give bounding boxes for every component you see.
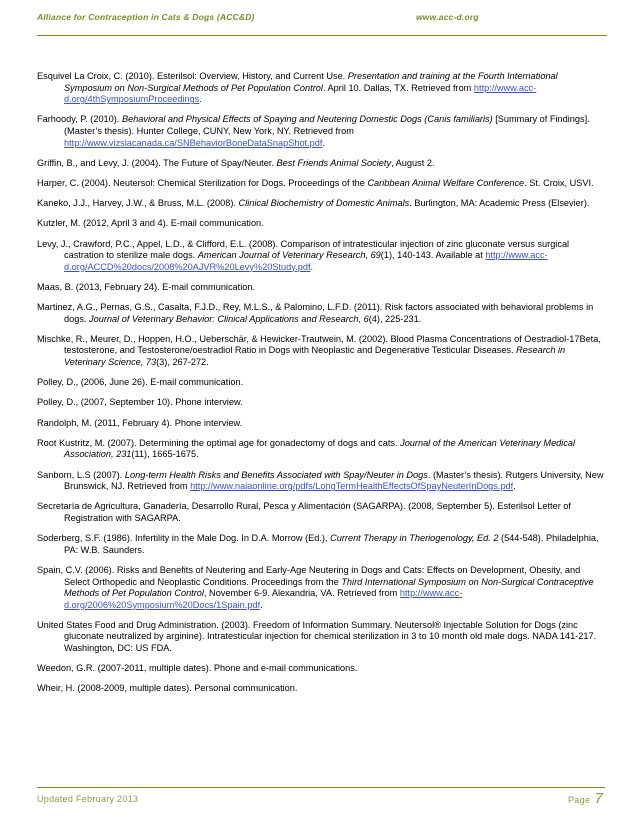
reference-text: Martinez, A.G., Pernas, G.S., Casalta, F.J.D., Rey, M.L.S., & Palomino, L.F.D. (2011). Risk factors associated with behavioral problems in dogs.	[37, 302, 594, 324]
reference-link[interactable]: http://www.acc-d.org/2006%20Symposium%20Docs/1Spain.pdf	[64, 588, 463, 610]
reference-entry	[37, 470, 605, 493]
reference-text: Griffin, B., and Levy, J. (2004). The Future of Spay/Neuter.	[37, 157, 277, 168]
reference-entry	[37, 377, 605, 389]
reference-text-continued: (1), 140-143. Available at	[380, 250, 486, 261]
reference-text: Sanborn, L.S (2007).	[37, 469, 125, 480]
reference-text-continued: . April 10. Dallas, TX. Retrieved from	[322, 82, 474, 93]
page-label: Page	[567, 795, 591, 805]
reference-text: Mischke, R., Meurer, D., Hoppen, H.O., Ueberschär, & Hewicker-Trautwein, M. (2002). Blood Plasma Concentrations of Oestradiol-17Beta, testosterone, and Testosterone/oestradiol Ratio in Dogs with Neoplastic and Degenerative Testicular Diseases.	[37, 333, 601, 356]
header-org-name: Alliance for Contraception in Cats & Dogs (ACC&D)	[37, 12, 255, 22]
reference-text: Kutzler, M. (2012, April 3 and 4). E-mail communication.	[37, 218, 264, 229]
footer-updated-date: Updated February 2013	[37, 794, 139, 804]
reference-entry	[37, 158, 605, 170]
reference-entry	[37, 302, 605, 325]
reference-text: Spain, C.V. (2006). Risks and Benefits of Neutering and Early-Age Neutering in Dogs and Cats: Effects on Development, Obesity, and Select Orthopedic and Neoplastic Conditions. Proceedings from the	[37, 564, 581, 587]
reference-link[interactable]: http://www.acc-d.org/4thSymposiumProceedings	[64, 82, 537, 105]
reference-text-continued: . Burlington, MA: Academic Press (Elsevier).	[409, 198, 590, 209]
reference-list	[37, 71, 605, 704]
reference-text-continued: (544-548). Philadelphia, PA: W.B. Saunders.	[64, 533, 599, 555]
reference-entry	[37, 178, 605, 190]
header-rule	[37, 35, 607, 36]
reference-italic-title: Long-term Health Risks and Benefits Associated with Spay/Neuter in Dogs	[124, 469, 428, 480]
reference-entry	[37, 418, 605, 430]
reference-end-punct: .	[322, 137, 325, 148]
page-indicator	[568, 790, 603, 808]
reference-italic-title: Current Therapy in Theriogenology, Ed. 2	[330, 533, 499, 544]
reference-text: Levy, J., Crawford, P.C., Appel, L.D., & Clifford, E.L. (2008). Comparison of intratesticular injection of zinc gluconate versus surgical castration to sterilize male dogs.	[37, 238, 570, 261]
header-website: www.acc-d.org	[416, 12, 479, 22]
reference-entry	[37, 620, 605, 655]
reference-italic-title: Journal of the American Veterinary Medical Association, 231	[64, 437, 576, 460]
reference-entry	[37, 565, 605, 611]
reference-text: Farhoody, P. (2010).	[37, 114, 122, 125]
page-number: 7	[594, 790, 603, 807]
reference-text: Soderberg, S.F. (1986). Infertility in the Male Dog. In D.A. Morrow (Ed.),	[37, 533, 331, 544]
reference-text: United States Food and Drug Administration. (2003). Freedom of Information Summary. Neutersol® Injectable Solution for Dogs (zinc gluconate neutralized by arginine). Intratesticular injection for chemical sterilization in 3 to 10 month old male dogs. NADA 141-217. Washington, DC: US FDA.	[37, 619, 597, 654]
reference-text: Weedon, G.R. (2007-2011, multiple dates). Phone and e-mail communications.	[37, 663, 358, 674]
reference-end-punct: .	[199, 94, 202, 105]
reference-entry	[37, 683, 605, 695]
reference-text-continued: , November 6-9. Alexandria, VA. Retrieved from	[203, 588, 400, 599]
reference-text-continued: . (Master’s thesis). Rutgers University, New Brunswick, NJ. Retrieved from	[64, 469, 604, 492]
reference-end-punct: .	[260, 599, 263, 610]
reference-entry	[37, 198, 605, 210]
reference-italic-title: Third International Symposium on Non-Surgical Contraceptive Methods of Pet Population Control	[64, 576, 594, 599]
page-header	[37, 12, 607, 38]
reference-entry	[37, 218, 605, 230]
reference-text-continued: (3), 267-272.	[156, 357, 209, 368]
reference-entry	[37, 501, 605, 524]
reference-italic-title: Clinical Biochemistry of Domestic Animals	[238, 198, 410, 209]
reference-italic-title: Best Friends Animal Society	[276, 157, 392, 168]
reference-text-continued: (11), 1665-1675.	[131, 449, 199, 460]
reference-entry	[37, 334, 605, 369]
reference-text: Randolph, M. (2011, February 4). Phone interview.	[37, 417, 243, 428]
reference-text: Polley, D., (2006, June 26). E-mail communication.	[37, 377, 244, 388]
reference-entry	[37, 114, 605, 149]
reference-link[interactable]: http://www.vizslacanada.ca/SNBehaviorBoneDataSnapShot.pdf	[64, 137, 323, 148]
reference-entry	[37, 397, 605, 409]
footer-rule	[37, 787, 605, 788]
reference-text-continued: , August 2.	[391, 157, 435, 168]
reference-text: Secretaría de Agricultura, Ganadería, Desarrollo Rural, Pesca y Alimentación (SAGARPA). (2008, September 5). Esterilsol Letter of Registration with SAGARPA.	[37, 501, 571, 523]
reference-text-continued: . St. Croix, USVI.	[524, 177, 594, 188]
reference-text: Maas, B. (2013, February 24). E-mail communication.	[37, 281, 256, 292]
reference-italic-title: Caribbean Animal Welfare Conference	[367, 177, 525, 188]
reference-italic-title: Journal of Veterinary Behavior: Clinical Applications and Research, 6	[89, 313, 369, 324]
reference-italic-title: Presentation and training at the Fourth International Symposium on Non-Surgical Methods of Pet Population Control	[64, 71, 558, 93]
reference-text: Root Kustritz, M. (2007). Determining the optimal age for gonadectomy of dogs and cats.	[37, 437, 401, 448]
reference-entry	[37, 663, 605, 675]
reference-link[interactable]: http://www.naiaonline.org/pdfs/LongTermHealthEffectsOfSpayNeuterInDogs.pdf	[190, 481, 514, 492]
reference-italic-title: American Journal of Veterinary Research, 69	[197, 250, 381, 261]
reference-end-punct: .	[513, 481, 516, 492]
reference-entry	[37, 239, 605, 274]
reference-entry	[37, 533, 605, 556]
reference-entry	[37, 438, 605, 461]
reference-text-continued: [Summary of Findings]. (Master’s thesis). Hunter College, CUNY, New York, NY. Retrieved from	[64, 114, 590, 136]
reference-entry	[37, 282, 605, 294]
reference-end-punct: .	[310, 261, 314, 272]
reference-text: Kaneko, J.J., Harvey, J.W., & Bruss, M.L. (2008).	[37, 198, 239, 209]
reference-text-continued: (4), 225-231.	[368, 313, 422, 324]
reference-italic-title: Behavioral and Physical Effects of Spaying and Neutering Domestic Dogs (Canis familiaris)	[121, 114, 493, 125]
reference-italic-title: Research in Veterinary Science, 73	[64, 345, 566, 368]
reference-link[interactable]: http://www.acc-d.org/ACCD%20docs/2008%20AJVR%20Levy%20Study.pdf	[64, 250, 548, 272]
reference-text: Esquivel La Croix, C. (2010). Esterilsol: Overview, History, and Current Use.	[37, 71, 348, 81]
reference-text: Harper, C. (2004). Neutersol: Chemical Sterilization for Dogs. Proceedings of the	[37, 177, 368, 188]
reference-entry	[37, 71, 605, 106]
reference-text: Wheir, H. (2008-2009, multiple dates). Personal communication.	[37, 683, 298, 694]
reference-text: Polley, D., (2007, September 10). Phone interview.	[37, 397, 243, 408]
page-footer	[37, 787, 605, 811]
